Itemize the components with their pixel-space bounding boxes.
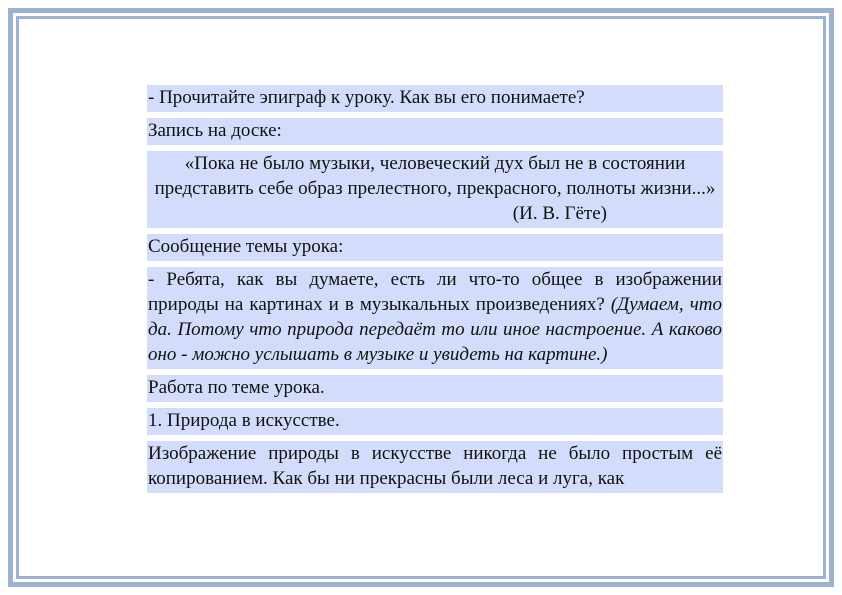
lesson-text — [147, 85, 723, 493]
topic-question: - Ребята, как вы думаете, есть ли что-то общее в изображении природы на картинах и в музыкальных произведениях? — [148, 269, 722, 315]
question-paragraph: - Прочитайте эпиграф к уроку. Как вы его понимаете? — [147, 85, 723, 112]
section-title: 1. Природа в искусстве. — [147, 408, 723, 435]
epigraph-author: (И. В. Гёте) — [512, 203, 607, 224]
epigraph-block — [147, 151, 723, 228]
work-heading: Работа по теме урока. — [147, 375, 723, 402]
epigraph-quote: «Пока не было музыки, человеческий дух был не в состоянии представить себе образ прелестного, прекрасного, полноты жизни...» — [154, 153, 716, 199]
body-text-paragraph: Изображение природы в искусстве никогда не было простым её копированием. Как бы ни прекрасны были леса и луга, как — [147, 441, 723, 493]
board-note-paragraph: Запись на доске: — [147, 118, 723, 145]
topic-answer: (Думаем, что да. Потому что природа передаёт то или иное настроение. А каково оно - можно услышать в музыке и увидеть на картине.) — [148, 294, 723, 365]
topic-heading: Сообщение темы урока: — [147, 234, 723, 261]
topic-question-paragraph — [147, 267, 723, 369]
